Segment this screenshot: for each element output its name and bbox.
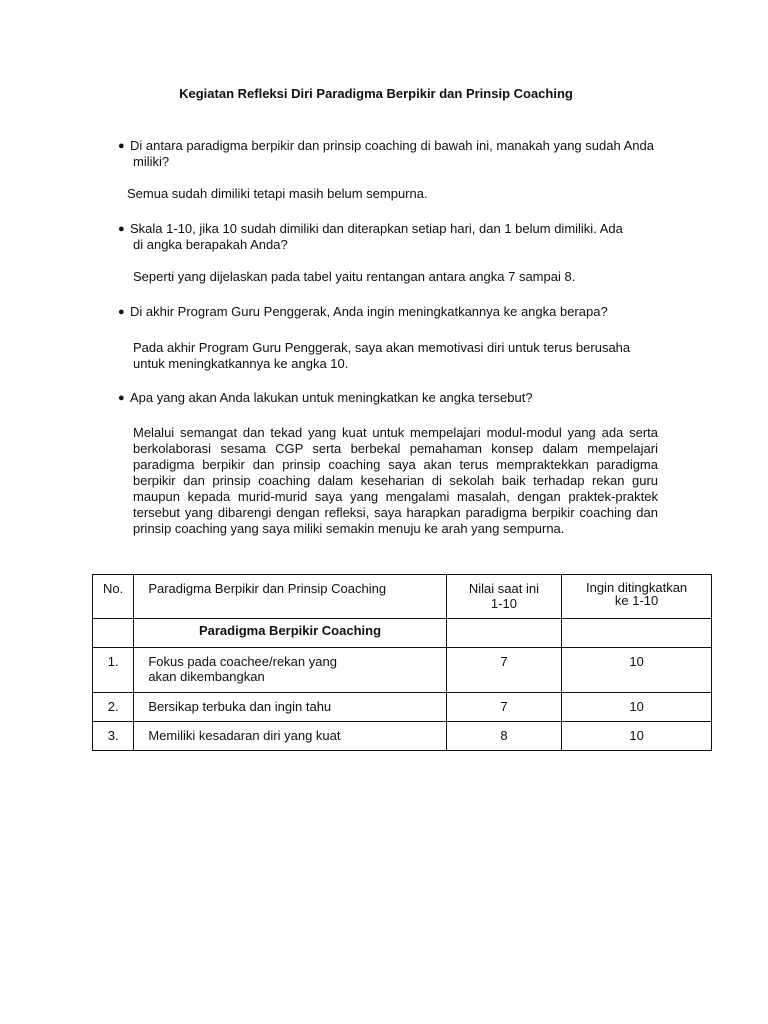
question-4-line1: Apa yang akan Anda lakukan untuk meningkatkan ke angka tersebut?: [130, 390, 533, 405]
header-goal: Ingin ditingkatkan ke 1-10: [562, 575, 712, 619]
answer-1: Semua sudah dimiliki tetapi masih belum sempurna.: [127, 186, 428, 201]
row-3-goal: 10: [562, 722, 712, 751]
row-1-now: 7: [446, 648, 561, 693]
coaching-table: [92, 574, 712, 751]
table-header-row: [93, 575, 712, 619]
question-1-line1: Di antara paradigma berpikir dan prinsip coaching di bawah ini, manakah yang sudah Anda: [130, 138, 654, 153]
page-title: Kegiatan Refleksi Diri Paradigma Berpikir dan Prinsip Coaching: [179, 86, 573, 101]
row-1-no: 1.: [93, 648, 134, 693]
question-1-line2: miliki?: [133, 154, 170, 169]
bullet-1: ●: [118, 140, 125, 152]
header-name: Paradigma Berpikir dan Prinsip Coaching: [134, 575, 446, 619]
section-goal-cell: [562, 619, 712, 648]
question-3-line1: Di akhir Program Guru Penggerak, Anda ingin meningkatkannya ke angka berapa?: [130, 304, 608, 319]
row-1-goal: 10: [562, 648, 712, 693]
answer-3: Pada akhir Program Guru Penggerak, saya akan memotivasi diri untuk terus berusaha untuk meningkatkannya ke angka 10.: [133, 340, 631, 371]
row-2-name: Bersikap terbuka dan ingin tahu: [134, 693, 446, 722]
bullet-4: ●: [118, 392, 125, 404]
question-4: [118, 390, 688, 406]
row-3-no: 3.: [93, 722, 134, 751]
question-3: [118, 304, 688, 320]
question-2: [118, 221, 688, 253]
bullet-3: ●: [118, 306, 125, 318]
row-1-name: Fokus pada coachee/rekan yang akan dikembangkan: [134, 648, 446, 693]
answer-4: Melalui semangat dan tekad yang kuat untuk mempelajari modul-modul yang ada serta berkolaborasi sesama CGP serta berbekal pemahaman konsep dalam mempelajari paradigma berpikir dan prinsip coaching saya akan terus mempraktekkan paradigma berpikir dan prinsip coaching dalam keseharian di sekolah baik terhadap rekan guru maupun kepada murid-murid saya yang mengalami masalah, dengan praktek-praktek tersebut yang dibarengi dengan refleksi, saya harapkan paradigma berpikir coaching dan prinsip coaching yang saya miliki semakin menuju ke arah yang sempurna.: [133, 425, 658, 536]
bullet-2: ●: [118, 223, 125, 235]
row-2-goal: 10: [562, 693, 712, 722]
table-row: [93, 722, 712, 751]
row-3-name: Memiliki kesadaran diri yang kuat: [134, 722, 446, 751]
row-2-now: 7: [446, 693, 561, 722]
row-2-no: 2.: [93, 693, 134, 722]
header-no: No.: [93, 575, 134, 619]
section-no-cell: [93, 619, 134, 648]
table-section-row: [93, 619, 712, 648]
section-title: Paradigma Berpikir Coaching: [134, 619, 446, 648]
header-now: Nilai saat ini 1-10: [446, 575, 561, 619]
answer-2: Seperti yang dijelaskan pada tabel yaitu rentangan antara angka 7 sampai 8.: [133, 269, 576, 284]
question-2-line2: di angka berapakah Anda?: [133, 237, 288, 252]
table-row: [93, 693, 712, 722]
question-2-line1: Skala 1-10, jika 10 sudah dimiliki dan diterapkan setiap hari, dan 1 belum dimiliki. Ada: [130, 221, 623, 236]
table-row: [93, 648, 712, 693]
row-3-now: 8: [446, 722, 561, 751]
section-now-cell: [446, 619, 561, 648]
question-1: [118, 138, 688, 170]
